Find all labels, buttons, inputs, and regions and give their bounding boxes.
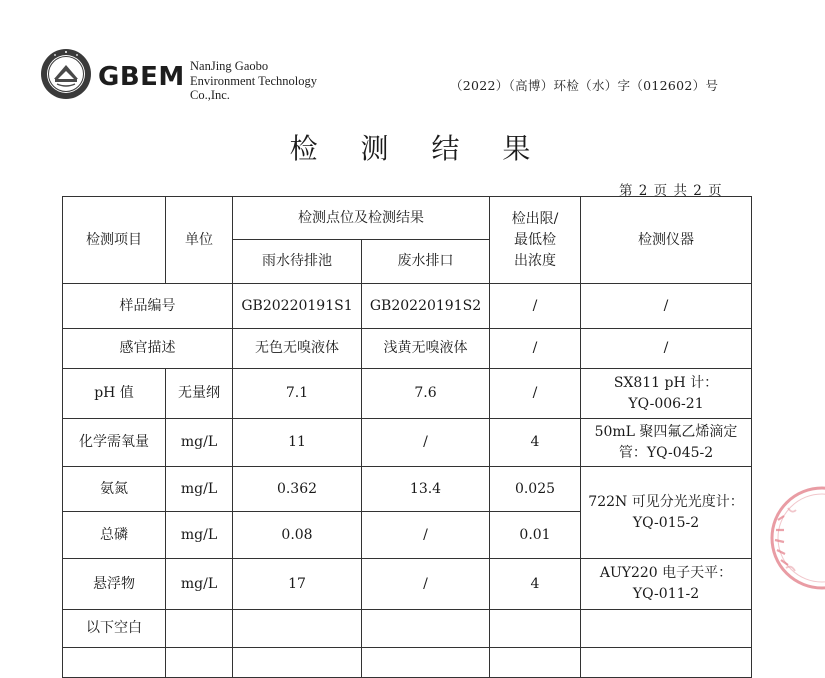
- header-item: 检测项目: [63, 197, 166, 284]
- cell-instrument: /: [581, 329, 752, 369]
- table-row: [63, 419, 752, 467]
- cell-unit: mg/L: [166, 467, 233, 512]
- cell-value: 7.6: [362, 369, 490, 419]
- cell-value: /: [362, 419, 490, 467]
- table-row: [63, 467, 752, 512]
- header-instrument: 检测仪器: [581, 197, 752, 284]
- instrument-line: YQ-015-2: [632, 514, 700, 531]
- document-number: （2022）（高博）环检（水）字（012602）号: [450, 78, 719, 93]
- cell-value: GB20220191S2: [362, 284, 490, 329]
- header-point1: 雨水待排池: [233, 240, 362, 284]
- cell-instrument: /: [581, 284, 752, 329]
- company-name-line: Environment Technology: [190, 73, 317, 88]
- instrument-line: AUY220 电子天平：: [599, 565, 733, 581]
- empty-cell: [63, 648, 166, 678]
- instrument-line: SX811 pH 计：: [613, 374, 719, 391]
- cell-limit: /: [490, 329, 581, 369]
- cell-limit: 4: [490, 419, 581, 467]
- cell-item: 化学需氧量: [63, 419, 166, 467]
- cell-instrument: [581, 419, 752, 467]
- table-header-row: [63, 197, 752, 240]
- cell-instrument: [581, 559, 752, 610]
- instrument-line: 722N 可见分光光度计：: [588, 493, 744, 510]
- cell-value: 无色无嗅液体: [233, 329, 362, 369]
- empty-cell: [362, 610, 490, 648]
- header-point2: 废水排口: [362, 240, 490, 284]
- official-stamp-partial: [760, 478, 825, 598]
- sample-id-label: 样品编号: [63, 284, 233, 329]
- header-group: 检测点位及检测结果: [233, 197, 490, 240]
- empty-cell: [233, 648, 362, 678]
- cell-unit: mg/L: [166, 419, 233, 467]
- empty-cell: [166, 610, 233, 648]
- blank-marker: 以下空白: [63, 610, 166, 648]
- empty-cell: [166, 648, 233, 678]
- company-name-line: Co.,Inc.: [190, 88, 230, 102]
- cell-value: 11: [233, 419, 362, 467]
- cell-limit: 0.025: [490, 467, 581, 512]
- table-row: [63, 610, 752, 648]
- cell-limit: 0.01: [490, 512, 581, 559]
- company-name: [190, 59, 317, 103]
- cell-limit: /: [490, 369, 581, 419]
- cell-value: 0.362: [233, 467, 362, 512]
- page-title: 检 测 结 果: [289, 132, 548, 165]
- cell-value: 13.4: [362, 467, 490, 512]
- cell-item: 悬浮物: [63, 559, 166, 610]
- cell-limit: /: [490, 284, 581, 329]
- cell-value: 0.08: [233, 512, 362, 559]
- table-row: [63, 559, 752, 610]
- empty-cell: [490, 648, 581, 678]
- cell-unit: mg/L: [166, 559, 233, 610]
- table-row: [63, 284, 752, 329]
- empty-cell: [490, 610, 581, 648]
- empty-cell: [362, 648, 490, 678]
- instrument-line: 管：YQ-045-2: [618, 444, 714, 461]
- instrument-line: YQ-011-2: [632, 586, 700, 602]
- header-unit: 单位: [166, 197, 233, 284]
- page-indicator: 第 2 页 共 2 页: [619, 183, 723, 199]
- cell-instrument: [581, 369, 752, 419]
- table-row: [63, 648, 752, 678]
- results-table: [62, 196, 752, 678]
- cell-limit: 4: [490, 559, 581, 610]
- header-limit-line: 最低检: [514, 231, 556, 248]
- instrument-line: YQ-006-21: [628, 395, 704, 412]
- company-seal-logo: [40, 48, 92, 100]
- logo-wordmark: GBEM: [98, 62, 185, 92]
- empty-cell: [233, 610, 362, 648]
- header-limit-line: 检出限/: [511, 210, 559, 227]
- empty-cell: [581, 610, 752, 648]
- instrument-line: 50mL 聚四氟乙烯滴定: [594, 423, 738, 440]
- header-limit-line: 出浓度: [514, 252, 556, 269]
- cell-value: 浅黄无嗅液体: [362, 329, 490, 369]
- cell-value: /: [362, 512, 490, 559]
- cell-value: /: [362, 559, 490, 610]
- cell-unit: mg/L: [166, 512, 233, 559]
- empty-cell: [581, 648, 752, 678]
- cell-item: 总磷: [63, 512, 166, 559]
- cell-item: pH 值: [63, 369, 166, 419]
- cell-value: 7.1: [233, 369, 362, 419]
- sensory-label: 感官描述: [63, 329, 233, 369]
- table-row: [63, 369, 752, 419]
- cell-value: GB20220191S1: [233, 284, 362, 329]
- cell-unit: 无量纲: [166, 369, 233, 419]
- cell-instrument: [581, 467, 752, 559]
- cell-item: 氨氮: [63, 467, 166, 512]
- header-limit: [490, 197, 581, 284]
- company-name-line: NanJing Gaobo: [190, 59, 269, 73]
- table-row: [63, 329, 752, 369]
- cell-value: 17: [233, 559, 362, 610]
